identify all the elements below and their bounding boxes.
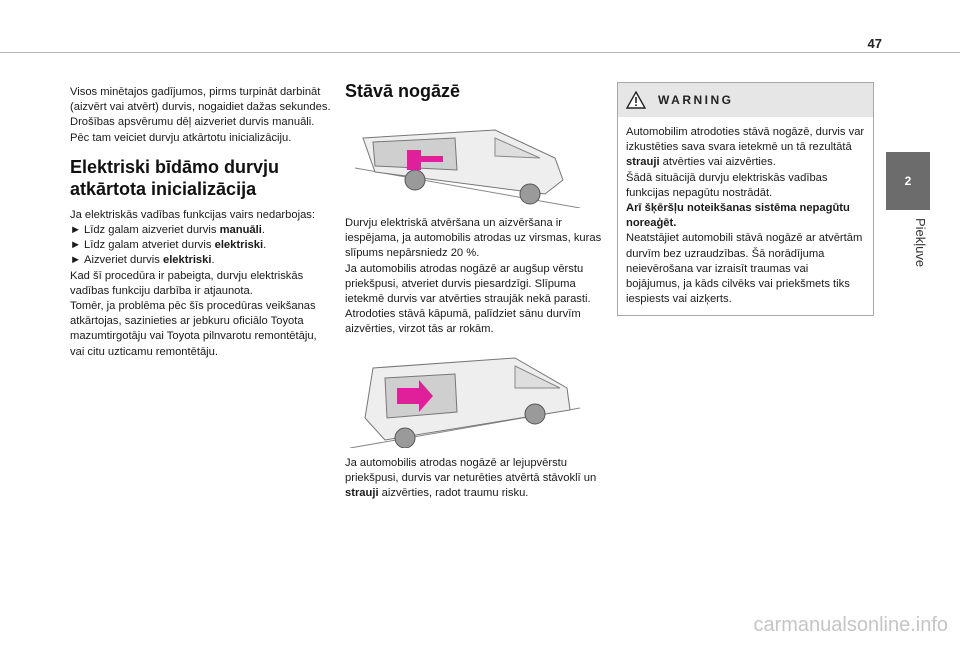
arrow-right-icon: ► [70, 224, 82, 237]
watermark: carmanualsonline.info [753, 614, 948, 636]
van-uphill-illustration [345, 108, 585, 208]
middle-column [345, 80, 607, 501]
warning-paragraph: Šādā situācijā durvju elektriskās vadības funkcijas nepagūtu nostrādāt. [626, 171, 828, 199]
chapter-label: Piekļuve [913, 218, 928, 268]
warning-paragraph-bold: Arī šķēršļu noteikšanas sistēma nepagūtu noreaģēt. [626, 202, 850, 230]
step-item: ► Aizveriet durvis elektriski. [70, 253, 332, 268]
page-number: 47 [867, 36, 882, 51]
chapter-number: 2 [904, 174, 912, 188]
step-item: ► Līdz galam aizveriet durvis manuāli. [70, 223, 332, 238]
slope-paragraph: Durvju elektriskā atvēršana un aizvēršana ir iespējama, ja automobilis atrodas uz virsmas, kuras slīpums nepārsniedz 20 %. [345, 217, 602, 260]
outro-line: Kad šī procedūra ir pabeigta, durvju elektriskās vadības funkciju darbība ir atjaunota. [70, 269, 304, 297]
warning-header [618, 83, 873, 117]
slope-paragraph: Ja automobilis atrodas nogāzē ar augšup vērstu priekšpusi, atveriet durvis piesardzīgi. Slīpuma ietekmē durvis var atvērties straujāk nekā parasti. [345, 262, 591, 306]
slope-warning-paragraph: Ja automobilis atrodas nogāzē ar lejupvērstu priekšpusi, durvis var neturēties atvērtā stāvoklī un strauji aizvērties, radot traumu risku. [345, 456, 597, 500]
warning-body [618, 117, 873, 307]
arrow-right-icon: ► [70, 239, 82, 252]
header-rule [0, 52, 960, 53]
warning-paragraph: Neatstājiet automobili stāvā nogāzē ar atvērtām durvīm bez uzraudzības. Šā norādījuma neievērošana var izraisīt traumas vai bojājumus, ja kāds cilvēks vai priekšmets tiks iespiests vai aizķerts. [626, 232, 863, 306]
section-heading-slope: Stāvā nogāzē [345, 81, 461, 101]
warning-triangle-icon [626, 91, 646, 109]
step-item: ► Līdz galam atveriet durvis elektriski. [70, 238, 332, 253]
warning-title: WARNING [658, 93, 734, 107]
outro-line: Tomēr, ja problēma pēc šīs procedūras veikšanas atkārtojas, sazinieties ar jebkuru oficiālo Toyota mazumtirgotāju vai Toyota pilnvarotu remontētāju, vai citu uzticamu remontētāju. [70, 300, 317, 358]
lead-text: Ja elektriskās vadības funkcijas vairs nedarbojas: [70, 208, 315, 221]
warning-paragraph: Automobilim atrodoties stāvā nogāzē, durvis var izkustēties sava svara ietekmē un tā rezultātā strauji atvērties vai aizvērties. [626, 126, 865, 169]
section-heading-reinit: Elektriski bīdāmo durvju atkārtota inicializācija [70, 156, 280, 199]
intro-line: Pēc tam veiciet durvju atkārtotu inicializāciju. [70, 131, 292, 144]
intro-line: Visos minētajos gadījumos, pirms turpināt darbināt (aizvērt vai atvērt) durvis, nogaidiet dažas sekundes. [70, 86, 331, 114]
warning-box [617, 82, 874, 316]
chapter-tab[interactable] [886, 152, 930, 210]
intro-line: Drošības apsvērumu dēļ aizveriet durvis manuāli. [70, 116, 315, 129]
arrow-right-icon: ► [70, 254, 82, 267]
van-downhill-illustration [345, 348, 585, 448]
slope-paragraph: Atrodoties stāvā kāpumā, palīdziet sānu durvīm aizvērties, virzot tās ar rokām. [345, 308, 581, 336]
left-column [70, 85, 332, 360]
